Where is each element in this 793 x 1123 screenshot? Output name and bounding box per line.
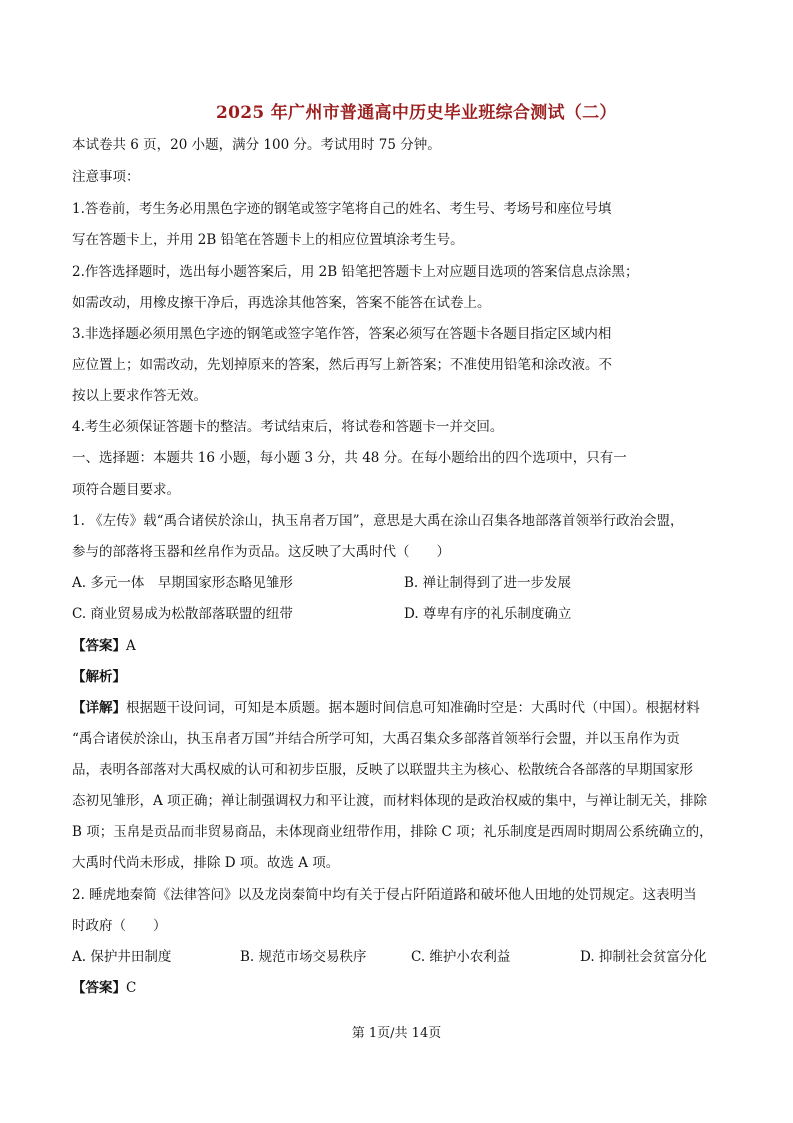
q2-option-a: A. 保护井田制度	[72, 949, 172, 965]
q1-detail-line	[72, 699, 700, 717]
q2-option-d: D. 抑制社会贫富分化	[580, 949, 707, 965]
q2-answer: C	[126, 980, 137, 996]
note-line: 写在答题卡上，并用 2B 铅笔在答题卡上的相应位置填涂考生号。	[72, 232, 464, 248]
q1-option-a: A. 多元一体 早期国家形态略见雏形	[72, 575, 293, 591]
q2-stem: 2. 睡虎地秦简《法律答问》以及龙岗秦简中均有关于侵占阡陌道路和破坏他人田地的处罚规定。这表明当	[72, 887, 697, 903]
q1-detail-text: 根据题干设问词，可知是本质题。据本题时间信息可知准确时空是：大禹时代（中国）。根据材料	[126, 700, 700, 716]
analysis-tag: 【解析】	[72, 669, 126, 685]
q1-stem: 1. 《左传》载“禹合诸侯於涂山，执玉帛者万国”，意思是大禹在涂山召集各地部落首领举行政治会盟，	[72, 513, 684, 529]
q2-answer-line	[72, 979, 136, 997]
section-heading: 一、选择题：本题共 16 小题，每小题 3 分，共 48 分。在每小题给出的四个选项中，只有一	[72, 450, 627, 466]
q1-option-d: D. 尊卑有序的礼乐制度确立	[404, 606, 572, 622]
q1-detail-line: 态初见雏形，A 项正确；禅让制强调权力和平让渡，而材料体现的是政治权威的集中，与禅让制无关，排除	[72, 793, 708, 809]
q1-answer-line	[72, 637, 136, 655]
note-line: 1.答卷前，考生务必用黑色字迹的钢笔或签字笔将自己的姓名、考生号、考场号和座位号填	[72, 201, 612, 217]
q1-stem-cont: 参与的部落将玉器和丝帛作为贡品。这反映了大禹时代（ ）	[72, 544, 450, 560]
q1-option-b: B. 禅让制得到了进一步发展	[404, 575, 572, 591]
q1-detail-line: B 项；玉帛是贡品而非贸易商品，未体现商业纽带作用，排除 C 项；礼乐制度是西周时期周公系统确立的，	[72, 824, 713, 840]
q1-option-c: C. 商业贸易成为松散部落联盟的纽带	[72, 606, 293, 622]
page-title: 2025 年广州市普通高中历史毕业班综合测试（二）	[216, 103, 617, 123]
q2-stem-cont: 时政府（ ）	[72, 918, 167, 934]
note-line: 按以上要求作答无效。	[72, 388, 207, 404]
q1-detail-line: 大禹时代尚未形成，排除 D 项。故选 A 项。	[72, 855, 340, 871]
q1-answer: A	[126, 638, 136, 654]
note-line: 应位置上；如需改动，先划掉原来的答案，然后再写上新答案；不准使用铅笔和涂改液。不	[72, 357, 612, 373]
q1-analysis-line	[72, 668, 126, 686]
notes-heading: 注意事项：	[72, 169, 140, 185]
q2-option-c: C. 维护小农利益	[411, 949, 511, 965]
note-line: 如需改动，用橡皮擦干净后，再选涂其他答案，答案不能答在试卷上。	[72, 295, 491, 311]
note-line: 3.非选择题必须用黑色字迹的钢笔或签字笔作答，答案必须写在答题卡各题目指定区域内相	[72, 326, 612, 342]
exam-intro: 本试卷共 6 页，20 小题，满分 100 分。考试用时 75 分钟。	[72, 137, 441, 153]
detail-tag: 【详解】	[72, 700, 126, 716]
section-heading-cont: 项符合题目要求。	[72, 482, 180, 498]
note-line: 2.作答选择题时，选出每小题答案后，用 2B 铅笔把答题卡上对应题目选项的答案信息点涂黑；	[72, 264, 639, 280]
answer-tag: 【答案】	[72, 980, 126, 996]
answer-tag: 【答案】	[72, 638, 126, 654]
page-footer: 第 1页/共 14页	[351, 1026, 442, 1041]
q1-detail-line: “禹合诸侯於涂山，执玉帛者万国”并结合所学可知，大禹召集众多部落首领举行会盟，并以玉帛作为贡	[72, 731, 680, 747]
q2-option-b: B. 规范市场交易秩序	[240, 949, 367, 965]
note-line: 4.考生必须保证答题卡的整洁。考试结束后，将试卷和答题卡一并交回。	[72, 419, 504, 435]
q1-detail-line: 品，表明各部落对大禹权威的认可和初步臣服，反映了以联盟共主为核心、松散统合各部落的早期国家形	[72, 762, 693, 778]
